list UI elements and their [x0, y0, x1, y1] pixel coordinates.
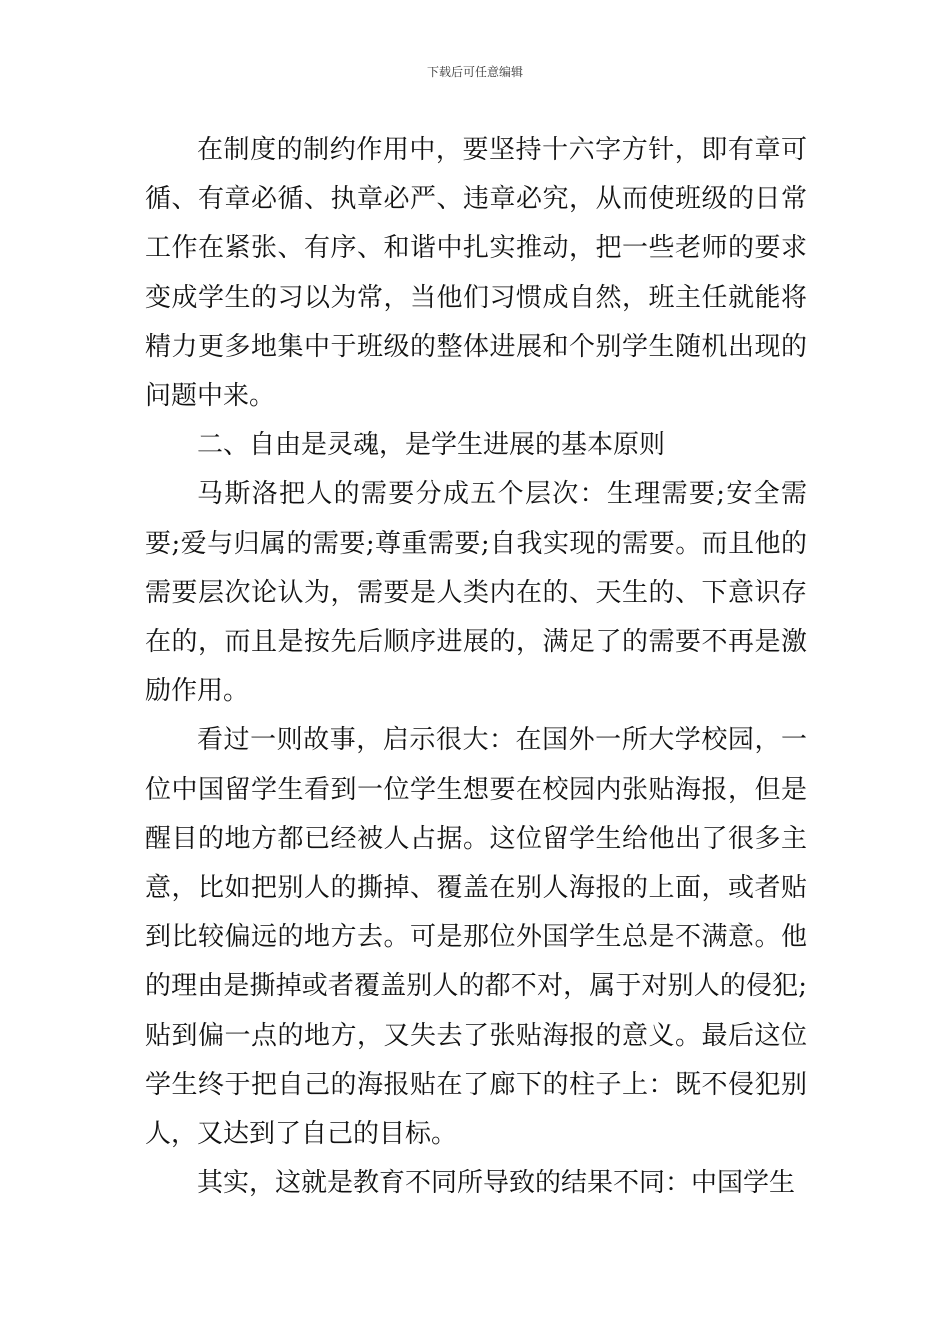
page-header-note: 下载后可任意编辑 [426, 65, 523, 79]
paragraph-system-constraints: 在制度的制约作用中，要坚持十六字方针，即有章可循、有章必循、执章必严、违章必究，从而使班级的日常工作在紧张、有序、和谐中扎实推动，把一些老师的要求变成学生的习以为常，当他们习惯成自然，班主任就能将精力更多地集中于班级的整体进展和个别学生随机出现的问题中来。 [145, 135, 807, 412]
section-heading-freedom: 二、自由是灵魂，是学生进展的基本原则 [197, 430, 666, 461]
document-body [145, 126, 807, 1208]
paragraph-education-difference: 其实，这就是教育不同所导致的结果不同：中国学生 [197, 1168, 796, 1199]
paragraph-poster-story: 看过一则故事，启示很大：在国外一所大学校园，一位中国留学生看到一位学生想要在校园内张贴海报，但是醒目的地方都已经被人占据。这位留学生给他出了很多主意，比如把别人的撕掉、覆盖在别人海报的上面，或者贴到比较偏远的地方去。可是那位外国学生总是不满意。他的理由是撕掉或者覆盖别人的都不对，属于对别人的侵犯;贴到偏一点的地方，又失去了张贴海报的意义。最后这位学生终于把自己的海报贴在了廊下的柱子上：既不侵犯别人，又达到了自己的目标。 [145, 725, 807, 1150]
paragraph-maslow-needs: 马斯洛把人的需要分成五个层次：生理需要;安全需要;爱与归属的需要;尊重需要;自我实现的需要。而且他的需要层次论认为，需要是人类内在的、天生的、下意识存在的，而且是按先后顺序进展的，满足了的需要不再是激励作用。 [145, 479, 807, 707]
